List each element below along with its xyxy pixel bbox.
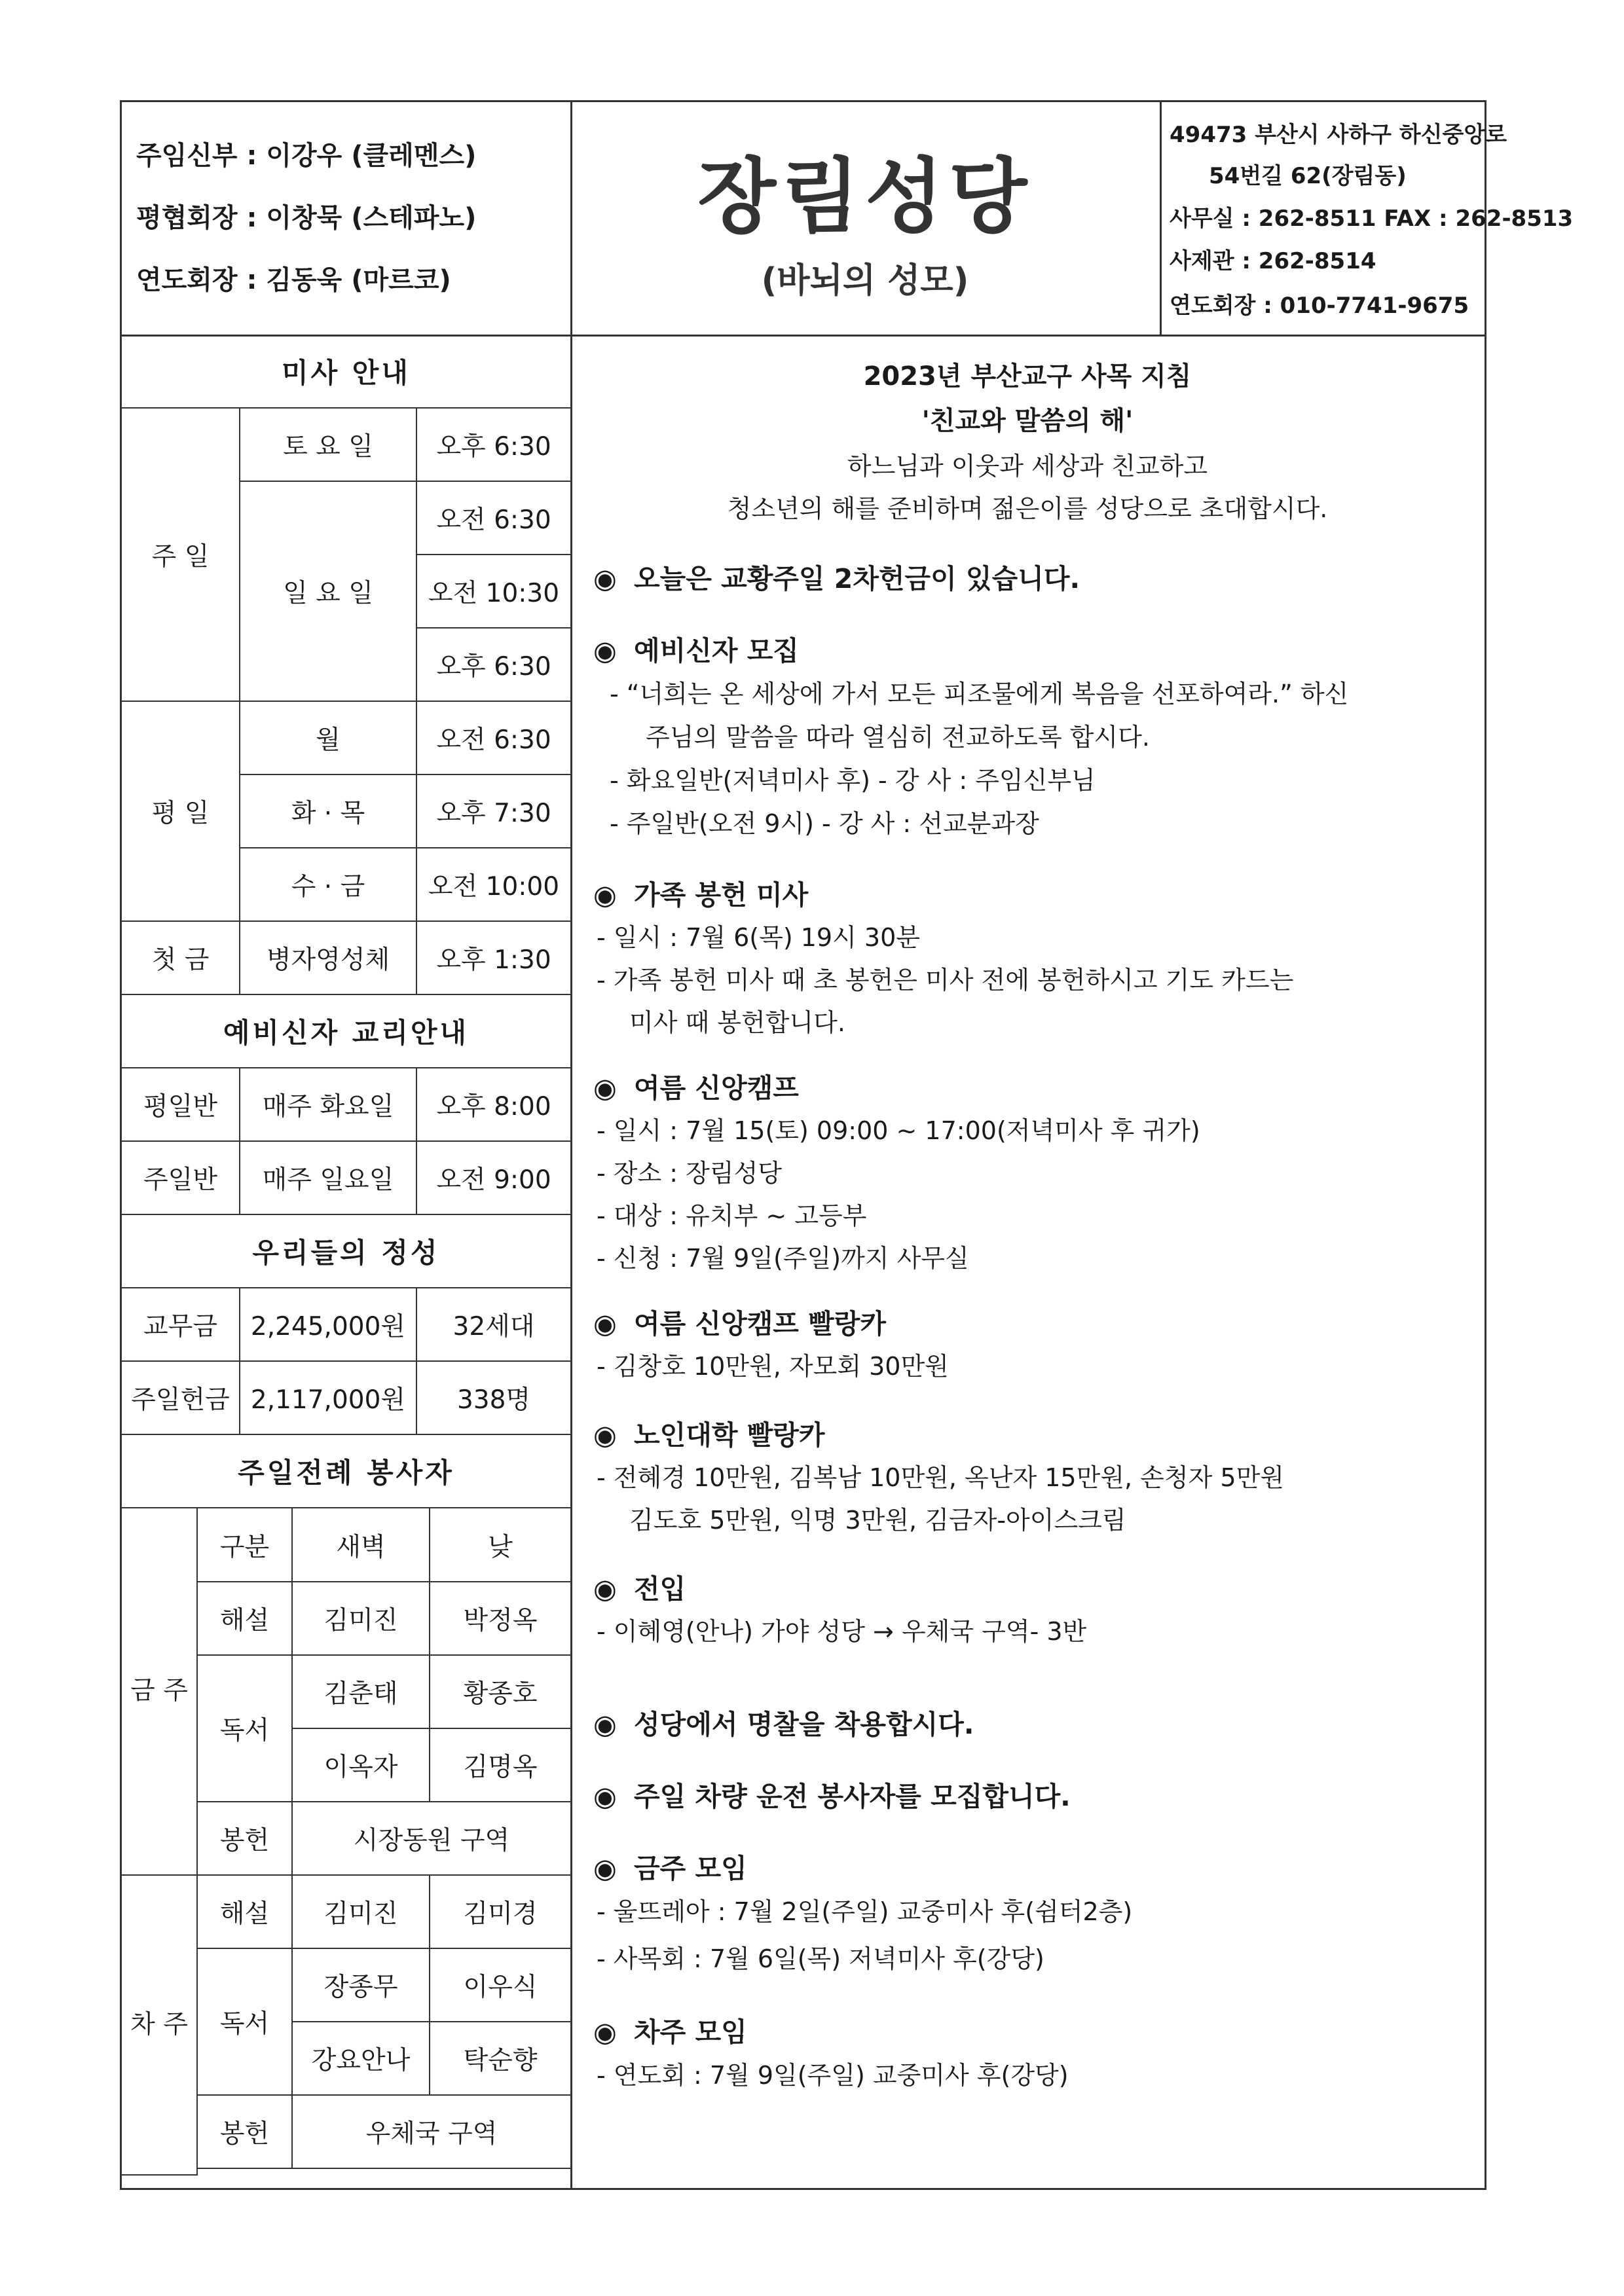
liturgy-head-gubun: 구분 bbox=[197, 1508, 292, 1582]
theme-quote: '친교와 말씀의 해' bbox=[921, 406, 1134, 436]
nw-offertory-label: 봉헌 bbox=[197, 2095, 292, 2168]
notice-heading bbox=[593, 557, 1080, 596]
nw-commentary-label: 해설 bbox=[197, 1875, 292, 1948]
mass-schedule-table bbox=[122, 335, 570, 1508]
notice-heading bbox=[593, 1302, 886, 1341]
header-staff bbox=[122, 102, 572, 335]
notice-heading bbox=[593, 629, 799, 668]
offering-label-1: 교무금 bbox=[122, 1288, 240, 1361]
pastor-line: 주임신부 : 이강우 (클레멘스) bbox=[136, 141, 477, 171]
patron-saint: (바뇌의 성모) bbox=[761, 261, 969, 301]
council-president-line: 평협회장 : 이창묵 (스테파노) bbox=[136, 203, 477, 233]
nw-reader-label: 독서 bbox=[197, 1948, 292, 2095]
liturgy-head-dawn: 새벽 bbox=[292, 1508, 430, 1582]
notice-line: - 화요일반(저녁미사 후) - 강 사 : 주임신부님 bbox=[610, 766, 1096, 795]
catechumen-day-2: 매주 일요일 bbox=[240, 1141, 416, 1214]
nw-commentary-dawn: 김미진 bbox=[292, 1875, 430, 1948]
notice-heading bbox=[593, 1066, 799, 1105]
notice-line: - “너희는 온 세상에 가서 모든 피조물에게 복음을 선포하여라.” 하신 bbox=[610, 680, 1349, 708]
catechumen-time-2: 오전 9:00 bbox=[416, 1141, 570, 1214]
nw-reader2-dawn: 강요안나 bbox=[292, 2022, 430, 2095]
notice-line: - 연도회 : 7월 9일(주일) 교중미사 후(강당) bbox=[597, 2061, 1069, 2090]
header-title-box bbox=[570, 102, 1162, 335]
saturday-day: 토 요 일 bbox=[240, 408, 416, 481]
first-friday-time: 오후 1:30 bbox=[416, 921, 570, 994]
notice-title: 오늘은 교황주일 2차헌금이 있습니다. bbox=[634, 563, 1080, 594]
bulletin-header bbox=[122, 102, 1574, 337]
notice-title: 예비신자 모집 bbox=[634, 635, 799, 666]
notice-title: 여름 신앙캠프 빨랑카 bbox=[634, 1308, 887, 1339]
next-week-label: 차 주 bbox=[122, 1875, 197, 2175]
bullseye-icon: ◉ bbox=[593, 1419, 617, 1451]
yeondo-president-line: 연도회장 : 김동욱 (마르코) bbox=[136, 265, 451, 295]
catechumen-label-1: 평일반 bbox=[122, 1068, 240, 1141]
nw-reader2-day: 탁순향 bbox=[430, 2022, 570, 2095]
bullseye-icon: ◉ bbox=[593, 1709, 617, 1740]
theme-title: 2023년 부산교구 사목 지침 bbox=[863, 361, 1192, 392]
notice-heading bbox=[593, 1413, 825, 1452]
offering-count-1: 32세대 bbox=[416, 1288, 570, 1361]
bullseye-icon: ◉ bbox=[593, 635, 617, 666]
left-column bbox=[122, 335, 572, 2190]
offering-amount-1: 2,245,000원 bbox=[240, 1288, 416, 1361]
notice-line: - 전혜경 10만원, 김복남 10만원, 옥난자 15만원, 손청자 5만원 bbox=[597, 1463, 1284, 1492]
sunday-day: 일 요 일 bbox=[240, 481, 416, 701]
notice-line: - 신청 : 7월 9일(주일)까지 사무실 bbox=[597, 1244, 969, 1273]
notice-title: 여름 신앙캠프 bbox=[634, 1072, 799, 1104]
saturday-time: 오후 6:30 bbox=[416, 408, 570, 481]
bullseye-icon: ◉ bbox=[593, 1853, 617, 1884]
first-friday-label: 첫 금 bbox=[122, 921, 240, 994]
notice-line: - 이혜영(안나) 가야 성당 → 우체국 구역- 3반 bbox=[597, 1617, 1087, 1646]
bullseye-icon: ◉ bbox=[593, 1072, 617, 1104]
notice-line: - 일시 : 7월 15(토) 09:00 ~ 17:00(저녁미사 후 귀가) bbox=[597, 1116, 1200, 1145]
bullseye-icon: ◉ bbox=[593, 563, 617, 594]
notice-line: - 사목회 : 7월 6일(목) 저녁미사 후(강당) bbox=[597, 1944, 1044, 1973]
notice-title: 가족 봉헌 미사 bbox=[634, 879, 809, 911]
notice-title: 차주 모임 bbox=[634, 2016, 747, 2048]
nw-reader1-day: 이우식 bbox=[430, 1948, 570, 2022]
bullseye-icon: ◉ bbox=[593, 879, 617, 911]
weekday-time-2: 오후 7:30 bbox=[416, 774, 570, 848]
office-phone: 사무실 : 262-8511 FAX : 262-8513 bbox=[1170, 206, 1574, 232]
notice-heading bbox=[593, 1703, 974, 1741]
bullseye-icon: ◉ bbox=[593, 1573, 617, 1605]
address-line1: 49473 부산시 사하구 하신중앙로 bbox=[1170, 122, 1507, 148]
tw-offertory-value: 시장동원 구역 bbox=[292, 1802, 570, 1875]
sunday-time-3: 오후 6:30 bbox=[416, 628, 570, 701]
rectory-phone: 사제관 : 262-8514 bbox=[1170, 248, 1376, 274]
liturgy-head-day: 낮 bbox=[430, 1508, 570, 1582]
tw-commentary-dawn: 김미진 bbox=[292, 1582, 430, 1655]
tw-offertory-label: 봉헌 bbox=[197, 1802, 292, 1875]
notice-heading bbox=[593, 1567, 686, 1606]
notice-title: 주일 차량 운전 봉사자를 모집합니다. bbox=[634, 1781, 1071, 1812]
notice-line: - 대상 : 유치부 ~ 고등부 bbox=[597, 1201, 867, 1230]
theme-line1: 하느님과 이웃과 세상과 친교하고 bbox=[847, 452, 1208, 481]
liturgy-title: 주일전례 봉사자 bbox=[122, 1434, 570, 1508]
notice-line: - 장소 : 장림성당 bbox=[597, 1159, 783, 1188]
catechumen-label-2: 주일반 bbox=[122, 1141, 240, 1214]
sunday-time-2: 오전 10:30 bbox=[416, 555, 570, 628]
liturgy-table bbox=[122, 1508, 570, 2176]
tw-reader2-day: 김명옥 bbox=[430, 1728, 570, 1802]
catechumen-title: 예비신자 교리안내 bbox=[122, 994, 570, 1068]
nw-commentary-day: 김미경 bbox=[430, 1875, 570, 1948]
notice-title: 노인대학 빨랑카 bbox=[634, 1419, 825, 1451]
tw-commentary-day: 박정옥 bbox=[430, 1582, 570, 1655]
offering-amount-2: 2,117,000원 bbox=[240, 1361, 416, 1434]
offering-count-2: 338명 bbox=[416, 1361, 570, 1434]
bulletin-frame bbox=[120, 100, 1574, 2190]
notice-line: 미사 때 봉헌합니다. bbox=[629, 1008, 845, 1037]
tw-reader1-dawn: 김춘태 bbox=[292, 1655, 430, 1728]
weekday-day-3: 수 · 금 bbox=[240, 848, 416, 921]
notice-title: 성당에서 명찰을 착용합시다. bbox=[634, 1709, 974, 1740]
notices-column bbox=[570, 335, 1485, 2190]
weekday-time-3: 오전 10:00 bbox=[416, 848, 570, 921]
offering-title: 우리들의 정성 bbox=[122, 1214, 570, 1288]
notice-heading bbox=[593, 2011, 747, 2049]
bullseye-icon: ◉ bbox=[593, 1781, 617, 1812]
notice-line: 김도호 5만원, 익명 3만원, 김금자-아이스크림 bbox=[629, 1506, 1126, 1535]
offering-label-2: 주일헌금 bbox=[122, 1361, 240, 1434]
bullseye-icon: ◉ bbox=[593, 1308, 617, 1339]
this-week-label: 금 주 bbox=[122, 1508, 197, 1875]
weekday-time-1: 오전 6:30 bbox=[416, 701, 570, 774]
yeondo-phone: 연도회장 : 010-7741-9675 bbox=[1170, 293, 1469, 319]
notice-title: 금주 모임 bbox=[634, 1853, 747, 1884]
sunday-label: 주 일 bbox=[122, 408, 240, 701]
theme-line2: 청소년의 해를 준비하며 젊은이를 성당으로 초대합시다. bbox=[727, 494, 1328, 523]
tw-commentary-label: 해설 bbox=[197, 1582, 292, 1655]
catechumen-time-1: 오후 8:00 bbox=[416, 1068, 570, 1141]
notice-line: 주님의 말씀을 따라 열심히 전교하도록 합시다. bbox=[646, 723, 1150, 752]
mass-title: 미사 안내 bbox=[122, 335, 570, 408]
tw-reader1-day: 황종호 bbox=[430, 1655, 570, 1728]
weekday-day-1: 월 bbox=[240, 701, 416, 774]
nw-offertory-value: 우체국 구역 bbox=[292, 2095, 570, 2168]
tw-reader-label: 독서 bbox=[197, 1655, 292, 1802]
bullseye-icon: ◉ bbox=[593, 2016, 617, 2048]
notice-heading bbox=[593, 873, 808, 912]
notice-line: - 일시 : 7월 6(목) 19시 30분 bbox=[597, 923, 920, 952]
sunday-time-1: 오전 6:30 bbox=[416, 481, 570, 555]
notice-line: - 김창호 10만원, 자모회 30만원 bbox=[597, 1352, 949, 1381]
weekday-label: 평 일 bbox=[122, 701, 240, 921]
notice-heading bbox=[593, 1775, 1071, 1813]
notice-line: - 가족 봉헌 미사 때 초 봉헌은 미사 전에 봉헌하시고 기도 카드는 bbox=[597, 966, 1294, 994]
first-friday-day: 병자영성체 bbox=[240, 921, 416, 994]
parish-name: 장림성당 bbox=[697, 150, 1033, 244]
notice-heading bbox=[593, 1847, 747, 1886]
notice-line: - 울뜨레아 : 7월 2일(주일) 교중미사 후(쉼터2층) bbox=[597, 1897, 1133, 1926]
tw-reader2-dawn: 이옥자 bbox=[292, 1728, 430, 1802]
catechumen-day-1: 매주 화요일 bbox=[240, 1068, 416, 1141]
nw-reader1-dawn: 장종무 bbox=[292, 1948, 430, 2022]
weekday-day-2: 화 · 목 bbox=[240, 774, 416, 848]
address-line2: 54번길 62(장림동) bbox=[1209, 163, 1407, 189]
notice-title: 전입 bbox=[634, 1573, 686, 1605]
notice-line: - 주일반(오전 9시) - 강 사 : 선교분과장 bbox=[610, 809, 1039, 838]
